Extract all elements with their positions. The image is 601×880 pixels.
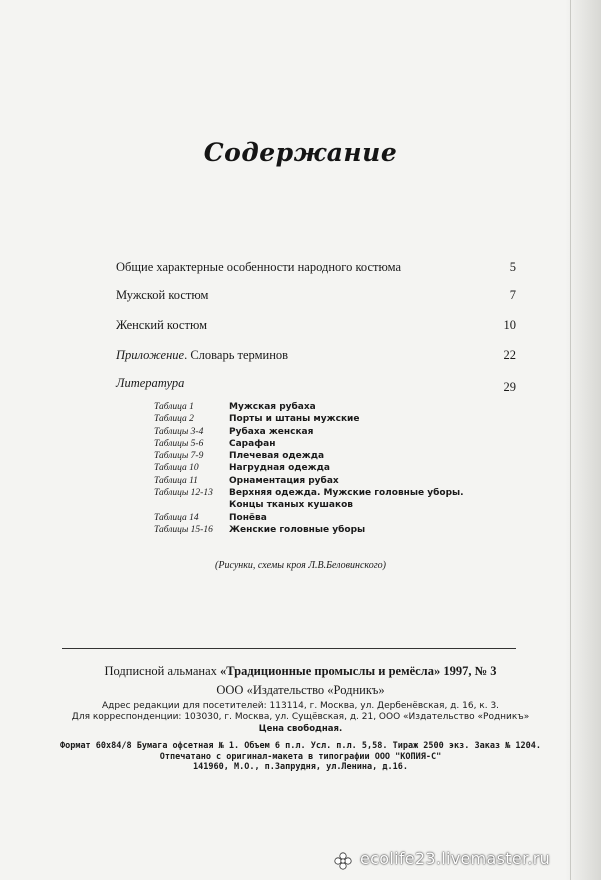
imprint-printed-by: Отпечатано с оригинал-макета в типографии ООО "КОПИЯ-С" (159, 752, 442, 762)
imprint-format: Формат 60х84/8 Бумага офсетная № 1. Объем 6 п.л. Усл. п.л. 5,58. Тираж 2500 экз. Заказ № 1204. (59, 741, 542, 751)
table-number: Таблица 10 (154, 463, 199, 474)
table-number: Таблицы 12-13 (154, 488, 213, 499)
imprint-mail-address (0, 712, 601, 737)
imprint-almanac-line (0, 664, 601, 679)
table-number: Таблица 1 (154, 402, 194, 412)
illustration-tables-list (154, 402, 494, 537)
imprint-almanac-title: «Традиционные промыслы и ремёсла» 1997, № 3 (220, 664, 497, 678)
table-number: Таблицы 3-4 (154, 426, 204, 437)
table-list-item (154, 500, 494, 512)
table-title: Порты и штаны мужские (229, 414, 360, 425)
table-number: Таблицы 5-6 (154, 438, 204, 449)
toc-entry-page: 29 (503, 380, 516, 394)
toc-entry-label: Женский костюм (116, 318, 208, 332)
toc-entry-page: 5 (509, 260, 516, 274)
table-number: Таблица 11 (154, 475, 198, 486)
toc-entry-label (116, 348, 288, 363)
table-list-item (154, 439, 494, 451)
table-list-item (154, 402, 494, 414)
imprint-price: Цена свободная. (258, 724, 343, 734)
table-number: Таблицы 15-16 (154, 524, 213, 535)
toc-entry-page: 7 (509, 288, 516, 302)
toc-entry-label-italic: Приложение (116, 348, 185, 362)
toc-entry-label-rest: . Словарь терминов (184, 348, 289, 362)
toc-entry-label: Литература (116, 376, 185, 390)
table-list-item (154, 427, 494, 439)
table-title: Концы тканых кушаков (229, 500, 353, 511)
table-list-item (154, 414, 494, 426)
table-title: Женские головные уборы (229, 524, 366, 535)
table-number: Таблицы 7-9 (154, 451, 204, 462)
illustration-credit: (Рисунки, схемы кроя Л.В.Беловинского) (215, 560, 386, 571)
table-number: Таблица 14 (154, 512, 199, 523)
imprint-printer-address: 141960, М.О., п.Запрудня, ул.Ленина, д.16. (193, 762, 408, 772)
imprint-visitor-address: Адрес редакции для посетителей: 113114, г. Москва, ул. Дербенёвская, д. 16, к. 3. (101, 701, 500, 711)
table-title: Мужская рубаха (229, 402, 316, 412)
table-list-item (154, 463, 494, 475)
toc-entry-page: 10 (503, 318, 516, 332)
toc-entry-label: Мужской костюм (116, 288, 209, 302)
table-title: Сарафан (229, 438, 276, 449)
table-list-item (154, 451, 494, 463)
table-title: Рубаха женская (229, 426, 314, 437)
table-list-item (154, 488, 494, 500)
table-title: Плечевая одежда (229, 451, 325, 462)
table-number: Таблица 2 (154, 414, 194, 425)
table-list-item (154, 476, 494, 488)
watermark-flower-icon (333, 851, 353, 871)
imprint-almanac-prefix: Подписной альманах (104, 664, 221, 678)
page-title: Содержание (203, 138, 398, 167)
imprint-mail-address-text: Для корреспонденции: 103030, г. Москва, ул. Сущёвская, д. 21, ООО «Издательство «Родникъ» (71, 712, 530, 722)
table-list-item (154, 513, 494, 525)
table-title: Орнаментация рубах (229, 475, 339, 486)
toc-entry-label: Общие характерные особенности народного костюма (116, 260, 402, 274)
watermark-text: ecolife23.livemaster.ru (360, 849, 551, 868)
table-title: Понёва (229, 512, 267, 523)
horizontal-rule (62, 648, 516, 649)
imprint-publisher: ООО «Издательство «Родникъ» (216, 683, 385, 697)
table-list-item (154, 525, 494, 537)
table-title: Верхняя одежда. Мужские головные уборы. (229, 488, 464, 499)
table-title: Нагрудная одежда (229, 463, 330, 474)
toc-entry-page: 22 (503, 348, 516, 362)
